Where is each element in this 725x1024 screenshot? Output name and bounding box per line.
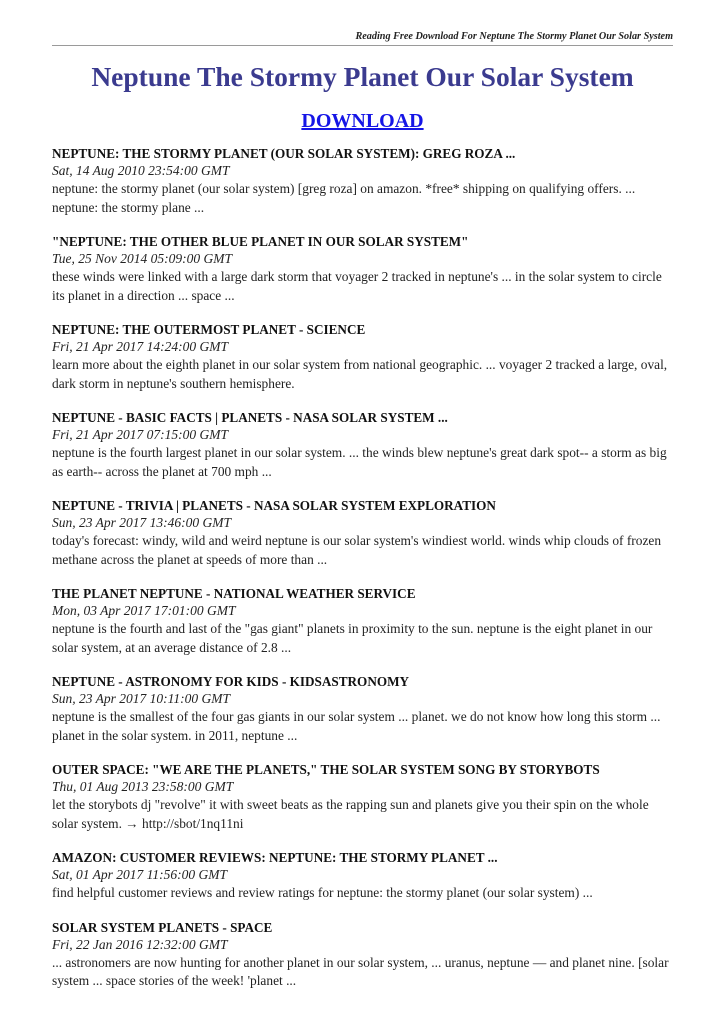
result-item: [52, 145, 673, 217]
result-snippet: learn more about the eighth planet in our solar system from national geographic. ... voyager 2 tracked a large, oval, dark storm in neptune's southern hemisphere.: [52, 357, 668, 391]
result-title[interactable]: NEPTUNE: THE STORMY PLANET (OUR SOLAR SYSTEM): GREG ROZA ...: [52, 146, 516, 161]
result-title[interactable]: AMAZON: CUSTOMER REVIEWS: NEPTUNE: THE STORMY PLANET ...: [52, 850, 498, 865]
header-divider: [52, 45, 673, 46]
result-item: [52, 233, 673, 305]
result-date: Sat, 01 Apr 2017 11:56:00 GMT: [52, 867, 227, 882]
result-item: [52, 919, 673, 991]
result-date: Sat, 14 Aug 2010 23:54:00 GMT: [52, 163, 230, 178]
result-item: [52, 761, 673, 833]
page-title: Neptune The Stormy Planet Our Solar System: [91, 61, 634, 92]
download-link[interactable]: DOWNLOAD: [301, 110, 424, 132]
result-date: Fri, 21 Apr 2017 14:24:00 GMT: [52, 339, 229, 354]
result-snippet: find helpful customer reviews and review ratings for neptune: the stormy planet (our solar system) ...: [52, 885, 593, 900]
result-date: Mon, 03 Apr 2017 17:01:00 GMT: [52, 603, 236, 618]
result-title[interactable]: NEPTUNE: THE OUTERMOST PLANET - SCIENCE: [52, 322, 366, 337]
result-snippet: these winds were linked with a large dark storm that voyager 2 tracked in neptune's ... in the solar system to circle its planet in a direction ... space ...: [52, 269, 662, 303]
result-title[interactable]: NEPTUNE - TRIVIA | PLANETS - NASA SOLAR SYSTEM EXPLORATION: [52, 498, 496, 513]
result-snippet: ... astronomers are now hunting for another planet in our solar system, ... uranus, neptune — and planet nine. [solar system ... space stories of the week! 'planet ...: [52, 954, 669, 988]
result-item: [52, 673, 673, 745]
result-title[interactable]: SOLAR SYSTEM PLANETS - SPACE: [52, 919, 273, 935]
download-link-wrapper: [52, 109, 673, 135]
result-item: [52, 321, 673, 393]
result-snippet: today's forecast: windy, wild and weird neptune is our solar system's windiest world. winds whip clouds of frozen methane across the planet at speeds of more than ...: [52, 533, 662, 567]
result-item: [52, 849, 673, 903]
result-title[interactable]: NEPTUNE - ASTRONOMY FOR KIDS - KIDSASTRONOMY: [52, 674, 410, 689]
result-item: [52, 409, 673, 481]
results-list: [52, 145, 673, 991]
result-item: [52, 585, 673, 657]
result-date: Sun, 23 Apr 2017 13:46:00 GMT: [52, 515, 232, 530]
result-snippet: neptune: the stormy planet (our solar system) [greg roza] on amazon. *free* shipping on qualifying offers. ... neptune: the stormy plane ...: [52, 181, 636, 215]
result-date: Fri, 21 Apr 2017 07:15:00 GMT: [52, 427, 229, 442]
result-snippet: neptune is the smallest of the four gas giants in our solar system ... planet. we do not know how long this storm ... planet in the solar system. in 2011, neptune ...: [52, 709, 661, 743]
result-date: Tue, 25 Nov 2014 05:09:00 GMT: [52, 251, 232, 266]
result-title[interactable]: "NEPTUNE: THE OTHER BLUE PLANET IN OUR SOLAR SYSTEM": [52, 234, 469, 249]
result-snippet: let the storybots dj "revolve" it with sweet beats as the rapping sun and planets give you their spin on the whole solar system. → http://sbot/1nq11ni: [52, 797, 649, 831]
document-page: [52, 0, 673, 1007]
result-title[interactable]: OUTER SPACE: "WE ARE THE PLANETS," THE SOLAR SYSTEM SONG BY STORYBOTS: [52, 762, 600, 777]
result-date: Fri, 22 Jan 2016 12:32:00 GMT: [52, 936, 228, 952]
running-header: Reading Free Download For Neptune The Stormy Planet Our Solar System: [355, 31, 673, 42]
result-date: Sun, 23 Apr 2017 10:11:00 GMT: [52, 691, 230, 706]
result-snippet: neptune is the fourth largest planet in our solar system. ... the winds blew neptune's great dark spot-- a storm as big as earth-- across the planet at 700 mph ...: [52, 445, 667, 479]
result-title[interactable]: NEPTUNE - BASIC FACTS | PLANETS - NASA SOLAR SYSTEM ...: [52, 410, 448, 425]
result-title[interactable]: THE PLANET NEPTUNE - NATIONAL WEATHER SERVICE: [52, 586, 416, 601]
result-item: [52, 497, 673, 569]
result-snippet: neptune is the fourth and last of the "gas giant" planets in proximity to the sun. neptune is the eight planet in our solar system, at an average distance of 2.8 ...: [52, 621, 653, 655]
result-date: Thu, 01 Aug 2013 23:58:00 GMT: [52, 779, 234, 794]
